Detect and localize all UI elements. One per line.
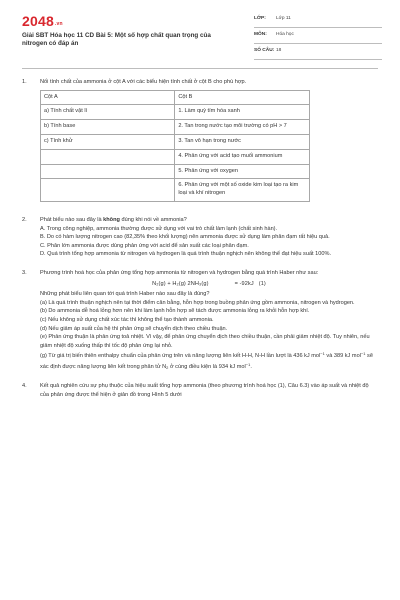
question-4: 4. Kết quả nghiên cứu sự phụ thuộc của hiệu suất tổng hợp ammonia (theo phương trình hoá học (1), Câu 6.3) vào áp suất và nhiệt độ của phản ứng được thể hiện ở giản đồ trong Hình 5 dưới	[22, 382, 378, 399]
option-a: A. Trong công nghiệp, ammonia thường được sử dụng với vai trò chất làm lạnh (chất sinh hàn).	[40, 225, 278, 232]
table-header-row	[41, 90, 310, 105]
meta-row-grade: LỚP: Lớp 11	[254, 12, 382, 28]
column-b-header: Cột B	[175, 90, 310, 105]
question-4-text: Kết quả nghiên cứu sự phụ thuộc của hiệu suất tổng hợp ammonia (theo phương trình hoá học (1), Câu 6.3) vào áp suất và nhiệt độ của phản ứng được thể hiện ở giản đồ trong Hình 5 dưới	[40, 383, 369, 399]
column-a-header: Cột A	[41, 90, 175, 105]
statement-g: (g) Từ giá trị biến thiên enthalpy chuẩn của phản ứng trên và năng lượng liên kết H-H, N-H lần lượt là 436 kJ mol$^{-1}$ và 389 kJ mol$^{-1}$ sẽ xác định được năng lượng liên kết trong phân tử $N_2$ ở cùng điều kiện là 934 kJ mol$^{-1}$.	[40, 351, 373, 370]
table-row: 6. Phản ứng với một số oxide kim loại tạo ra kim loại và khí nitrogen	[41, 179, 310, 202]
statement-d: (d) Nếu giảm áp suất của hệ thì phản ứng sẽ chuyển dịch theo chiều thuận.	[40, 325, 228, 332]
question-2-text: Phát biểu nào sau đây là không đúng khi nói về ammonia?	[40, 216, 187, 223]
option-c: C. Phân lớn ammonia được dùng phản ứng với acid để sản xuất các loại phân đạm.	[40, 242, 249, 249]
document-title: Giải SBT Hóa học 11 CD Bài 5: Một số hợp chất quan trọng của nitrogen có đáp án	[22, 32, 211, 48]
question-1-text: Nối tính chất của ammonia ở cột A với các biểu hiện tính chất ở cột B cho phù hợp.	[40, 79, 247, 85]
document-content	[22, 78, 378, 400]
statement-c: (c) Nếu không sử dụng chất xúc tác thì không thể tạo thành ammonia.	[40, 316, 214, 323]
table-row: 5. Phản ứng với oxygen	[41, 164, 310, 179]
option-b: B. Do có hàm lượng nitrogen cao (82,35% theo khối lượng) nên ammonia được sử dụng làm phân đạm rất hiệu quả.	[40, 234, 330, 241]
meta-row-subject: MÔN: Hóa học	[254, 28, 382, 44]
question-1: 1. Nối tính chất của ammonia ở cột A với các biểu hiện tính chất ở cột B cho phù hợp. Cột A Cột B a) Tính chất vật lí 1. Làm quỳ tím hóa xanh b) Tính base 2. Tan trong nước tạo môi trường có pH > 7 c) Tính khử 3. Tan vô hạn trong nước 4. Phản ứng với acid tạo muối ammonium 5. Phản ứng với oxygen 6. Phản ứng với một số oxide kim loại tạo ra kim loại và khí nitrogen	[22, 78, 378, 202]
table-row: 4. Phản ứng với acid tạo muối ammonium	[41, 149, 310, 164]
document-meta	[254, 12, 382, 60]
header-divider	[22, 68, 378, 69]
meta-row-question-count: SỐ CÂU: 18	[254, 44, 382, 60]
chemical-equation: N₂(g) + H₂(g) 2NH₃(g) = -92kJ (1)	[152, 280, 266, 287]
table-row: b) Tính base 2. Tan trong nước tạo môi trường có pH > 7	[41, 120, 310, 135]
question-3-intro: Những phát biểu liên quan tới quá trình Haber nào sau đây là đúng?	[40, 291, 210, 298]
statement-a: (a) Là quá trình thuận nghịch nên tại thời điểm cân bằng, hỗn hợp trong buồng phản ứng gồm ammonia, nitrogen và hydrogen.	[40, 299, 355, 306]
table-row: a) Tính chất vật lí 1. Làm quỳ tím hóa xanh	[41, 105, 310, 120]
question-2: 2. Phát biểu nào sau đây là không đúng khi nói về ammonia? A. Trong công nghiệp, ammonia thường được sử dụng với vai trò chất làm lạnh (chất sinh hàn). B. Do có hàm lượng nitrogen cao (82,35% theo khối lượng) nên ammonia được sử dụng làm phân đạm rất hiệu quả. C. Phân lớn ammonia được dùng phản ứng với acid để sản xuất các loại phân đạm. D. Quá trình tổng hợp ammonia từ nitrogen và hydrogen là quá trình thuận nghịch nên không thể đạt hiệu suất 100%.	[22, 216, 378, 259]
question-3: 3. Phương trình hoá học của phản ứng tổng hợp ammonia từ nitrogen và hydrogen bằng quá trình Haber như sau: N₂(g) + H₂(g) 2NH₃(g) = -92kJ (1) Những phát biểu liên quan tới quá trình Haber nào sau đây là đúng? (a) Là quá trình thuận nghịch nên tại thời điểm cân bằng, hỗn hợp trong buồng phản ứng gồm ammonia, nitrogen và hydrogen. (b) Do ammonia dễ hoá lỏng hơn nên khi làm lạnh hỗn hợp sẽ tách được ammonia lỏng ra khỏi hỗn hợp khí. (c) Nếu không sử dụng chất xúc tác thì không thể tạo thành ammonia. (d) Nếu giảm áp suất của hệ thì phản ứng sẽ chuyển dịch theo chiều thuận. (e) Phản ứng thuận là phản ứng toả nhiệt. Vì vậy, để phản ứng chuyển dịch theo chiều thuận, cần phải giảm nhiệt độ. Tuy nhiên, nếu giảm nhiệt độ xuống thấp thì tốc độ phản ứng lại nhỏ. (g) Từ giá trị biến thiên enthalpy chuẩn của phản ứng trên và năng lượng liên kết H-H, N-H lần lượt là 436 kJ mol$^{-1}$ và 389 kJ mol$^{-1}$ sẽ xác định được năng lượng liên kết trong phân tử $N_2$ ở cùng điều kiện là 934 kJ mol$^{-1}$.	[22, 269, 378, 373]
matching-table	[40, 90, 310, 202]
table-row: c) Tính khử 3. Tan vô hạn trong nước	[41, 134, 310, 149]
statement-b: (b) Do ammonia dễ hoá lỏng hơn nên khi làm lạnh hỗn hợp sẽ tách được ammonia lỏng ra khỏi hỗn hợp khí.	[40, 308, 310, 315]
question-3-text: Phương trình hoá học của phản ứng tổng hợp ammonia từ nitrogen và hydrogen bằng quá trình Haber như sau:	[40, 269, 319, 276]
site-logo[interactable]: 2048.vn	[22, 13, 63, 29]
option-d: D. Quá trình tổng hợp ammonia từ nitrogen và hydrogen là quá trình thuận nghịch nên không thể đạt hiệu suất 100%.	[40, 251, 332, 258]
document-header	[22, 12, 382, 58]
statement-e: (e) Phản ứng thuận là phản ứng toả nhiệt. Vì vậy, để phản ứng chuyển dịch theo chiều thuận, cần phải giảm nhiệt độ. Tuy nhiên, nếu giảm nhiệt độ xuống thấp thì tốc độ phản ứng lại nhỏ.	[40, 334, 370, 349]
